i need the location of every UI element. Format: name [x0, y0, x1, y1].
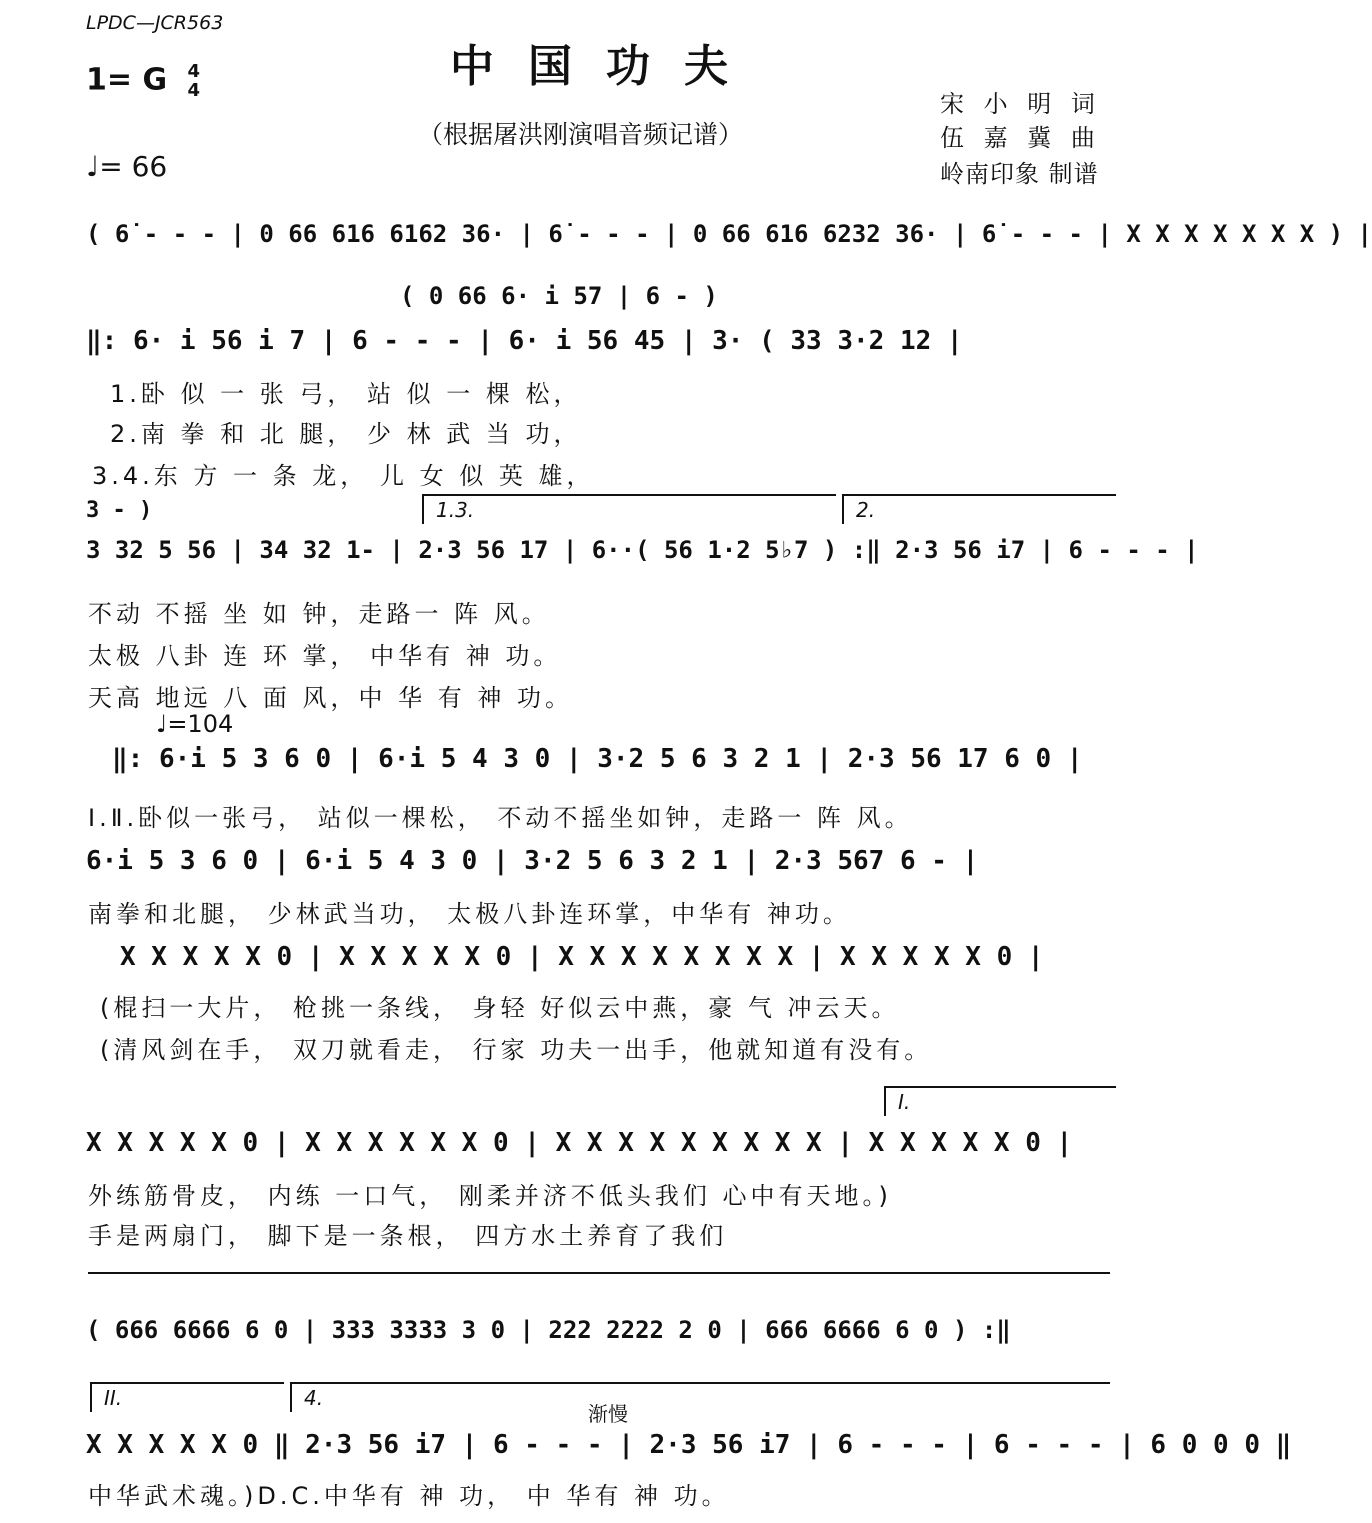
key-label: 1= G	[86, 62, 168, 98]
staff-row-verse-1: ‖: 6· i 56 i 7 | 6 - - - | 6· i 56 45 | 3· ( 33 3·2 12 |	[86, 326, 963, 356]
lyric-verse-1-line-1: 1.卧 似 一 张 弓， 站 似 一 棵 松，	[110, 380, 582, 408]
lyric-chorus-2: 南拳和北腿， 少林武当功， 太极八卦连环掌，中华有 神功。	[88, 900, 851, 928]
lyric-verse-1-line-2: 2.南 拳 和 北 腿， 少 林 武 当 功，	[110, 420, 582, 448]
lyricist: 宋 小 明 词	[940, 90, 1101, 118]
ritardando-marking: 渐慢	[588, 1402, 628, 1426]
volta-4	[290, 1382, 1110, 1412]
time-bottom: 4	[187, 80, 201, 101]
subtitle: （根据屠洪刚演唱音频记谱）	[418, 120, 744, 149]
lyric-ending: 中华武术魂。)D.C.中华有 神 功， 中 华有 神 功。	[88, 1482, 730, 1510]
time-signature	[188, 62, 201, 100]
lyric-verse-1-line-3: 3.4.东 方 一 条 龙， 儿 女 似 英 雄，	[92, 462, 595, 490]
lyric-rhythm-2-line-2: 手是两扇门， 脚下是一条根， 四方水土养育了我们	[88, 1222, 728, 1250]
lyric-rhythm-2-line-1: 外练筋骨皮， 内练 一口气， 刚柔并济不低头我们 心中有天地。)	[88, 1182, 892, 1210]
staff-row-interlude: ( 666 6666 6 0 | 333 3333 3 0 | 222 2222 2 0 | 666 6666 6 0 ) :‖	[86, 1316, 1011, 1344]
lyric-verse-2-line-2: 太极 八卦 连 环 掌， 中华有 神 功。	[88, 642, 562, 670]
staff-row-chorus-2: 6·i 5 3 6 0 | 6·i 5 4 3 0 | 3·2 5 6 3 2 1 | 2·3 567 6 - |	[86, 846, 979, 876]
volta-2	[842, 494, 1116, 524]
section-line	[88, 1272, 1110, 1274]
staff-row-verse-2: 3 32 5 56 | 34 32 1- | 2·3 56 17 | 6··( 56 1·2 5♭7 ) :‖ 2·3 56 i7 | 6 - - - |	[86, 536, 1199, 564]
time-top: 4	[187, 61, 201, 82]
volta-ii	[90, 1382, 284, 1412]
volta-1-3-label: 1.3.	[436, 498, 475, 522]
lyric-chorus-1: Ⅰ.Ⅱ.卧似一张弓， 站似一棵松， 不动不摇坐如钟，走路一 阵 风。	[88, 804, 913, 832]
lyric-verse-2-line-3: 天高 地远 八 面 风，中 华 有 神 功。	[88, 684, 574, 712]
staff-row-rhythm-2: X X X X X 0 | X X X X X X 0 | X X X X X X X X X | X X X X X 0 |	[86, 1128, 1073, 1158]
staff-row-verse-2-prelude: 3 - )	[86, 498, 153, 523]
volta-i	[884, 1086, 1116, 1116]
lyric-rhythm-1-line-2: (清风剑在手， 双刀就看走， 行家 功夫一出手，他就知道有没有。	[100, 1036, 933, 1064]
composer: 伍 嘉 冀 曲	[940, 124, 1101, 152]
volta-ii-label: II.	[104, 1386, 123, 1410]
key-signature	[86, 62, 200, 100]
score-code: LPDC—JCR563	[86, 12, 224, 34]
staff-row-intro: ( 6̇ - - - | 0 66 616 6162 36· | 6̇ - - - | 0 66 616 6232 36· | 6̇ - - - | X X X X X X X ) |	[86, 220, 1372, 248]
staff-row-rhythm-1: X X X X X 0 | X X X X X 0 | X X X X X X X X | X X X X X 0 |	[120, 942, 1044, 972]
lyric-rhythm-1-line-1: (棍扫一大片， 枪挑一条线， 身轻 好似云中燕，豪 气 冲云天。	[100, 994, 900, 1022]
tempo-marking-2: ♩=104	[156, 710, 234, 738]
tempo-marking: ♩= 66	[86, 150, 168, 183]
staff-row-ending: X X X X X 0 ‖ 2·3 56 i7 | 6 - - - | 2·3 56 i7 | 6 - - - | 6 - - - | 6 0 0 0 ‖	[86, 1430, 1292, 1460]
volta-1-3	[422, 494, 836, 524]
staff-row-verse-prelude: ( 0 66 6· i 57 | 6 - )	[400, 282, 718, 310]
lyric-verse-2-line-1: 不动 不摇 坐 如 钟，走路一 阵 风。	[88, 600, 550, 628]
volta-4-label: 4.	[304, 1386, 324, 1410]
song-title: 中国功夫	[450, 41, 762, 92]
volta-2-label: 2.	[856, 498, 876, 522]
volta-i-label: I.	[898, 1090, 911, 1114]
staff-row-chorus-1: ‖: 6·i 5 3 6 0 | 6·i 5 4 3 0 | 3·2 5 6 3 2 1 | 2·3 56 17 6 0 |	[112, 744, 1083, 774]
arranger: 岭南印象 制谱	[940, 160, 1099, 188]
